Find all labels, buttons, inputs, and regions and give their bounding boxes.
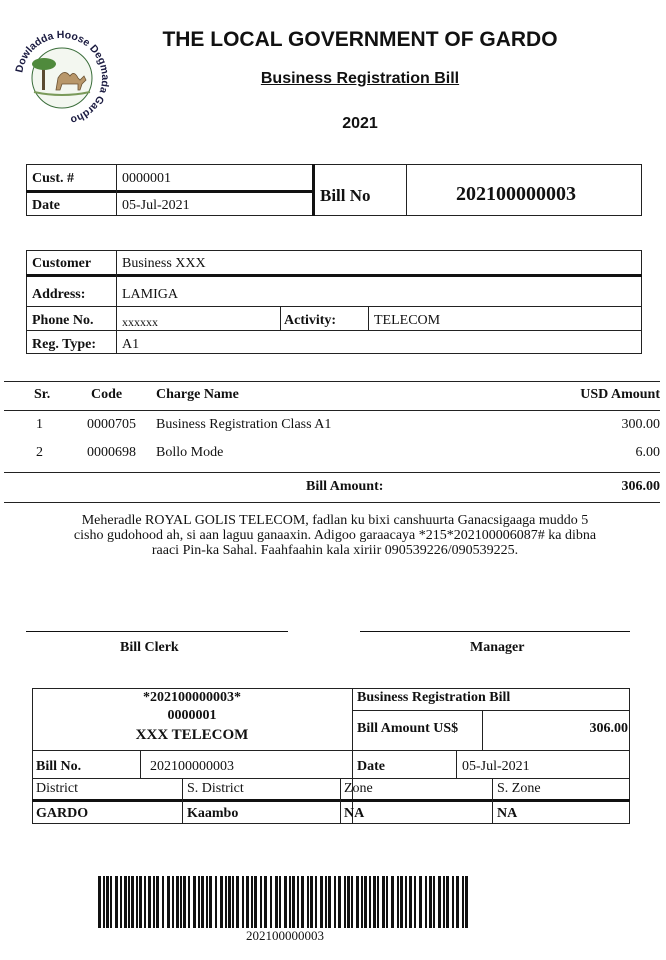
barcode-bar: [120, 876, 122, 928]
stub-date-label: Date: [357, 759, 385, 774]
payment-note-line: raaci Pin-ka Sahal. Faahfaahin kala xiriir 090539226/090539225.: [151, 543, 519, 558]
stub-bill-no-value: 202100000003: [150, 759, 234, 774]
stub-zone-label: Zone: [344, 781, 373, 796]
stub-sdistrict-label: S. District: [187, 781, 244, 796]
barcode-bar: [382, 876, 385, 928]
payment-note-line: cisho gudohood ah, si aan laguu ganaaxin. Adigoo garaacaya *215*202100006087# ka dibna: [73, 528, 597, 543]
barcode-bar: [153, 876, 155, 928]
payment-note-line: Meheradle ROYAL GOLIS TELECOM, fadlan ku bixi canshuurta Ganacsigaaga muddo 5: [81, 513, 589, 528]
stub-company-name: XXX TELECOM: [135, 727, 249, 743]
barcode-bar: [98, 876, 101, 928]
stub-amount-label: Bill Amount US$: [357, 721, 459, 736]
barcode-bar: [110, 876, 112, 928]
barcode-bar: [452, 876, 454, 928]
cust-label: Cust. #: [32, 171, 75, 186]
row-charge-name: Bollo Mode: [156, 445, 224, 460]
stub-szone-label: S. Zone: [497, 781, 541, 796]
barcode-bar: [391, 876, 394, 928]
activity-value: TELECOM: [374, 313, 441, 328]
col-header-sr: Sr.: [34, 387, 51, 402]
stub-date-value: 05-Jul-2021: [462, 759, 530, 774]
manager-signature-line: [360, 631, 630, 632]
customer-name: Business XXX: [122, 256, 206, 271]
col-header-usd-amount: USD Amount: [580, 387, 660, 402]
phone-value: xxxxxx: [122, 315, 158, 329]
clerk-signature-line: [26, 631, 288, 632]
barcode-bar: [320, 876, 323, 928]
barcode-bar: [167, 876, 170, 928]
barcode-bar: [162, 876, 164, 928]
barcode-bar: [438, 876, 441, 928]
date-value: 05-Jul-2021: [122, 198, 190, 213]
barcode-bar: [136, 876, 138, 928]
manager-label: Manager: [470, 640, 525, 655]
barcode-bar: [462, 876, 464, 928]
row-code: 0000705: [87, 417, 136, 432]
barcode-bar: [106, 876, 109, 928]
bill-no-label: Bill No: [320, 186, 371, 205]
barcode-number: 202100000003: [246, 928, 324, 943]
stub-bill-code: *202100000003*: [143, 690, 241, 705]
barcode-bar: [373, 876, 376, 928]
barcode-bar: [397, 876, 399, 928]
barcode-bar: [236, 876, 239, 928]
row-code: 0000698: [87, 445, 136, 460]
barcode-bar: [270, 876, 272, 928]
stub-title: Business Registration Bill: [357, 690, 511, 705]
barcode-bar: [361, 876, 363, 928]
barcode-bar: [260, 876, 262, 928]
barcode-bar: [315, 876, 317, 928]
barcode-bar: [148, 876, 151, 928]
barcode: [96, 876, 474, 928]
barcode-bar: [334, 876, 336, 928]
barcode-bar: [328, 876, 331, 928]
document-year: 2021: [342, 115, 378, 132]
document-subtitle: Business Registration Bill: [260, 70, 460, 87]
stub-sdistrict-value: Kaambo: [187, 806, 239, 821]
row-sr: 1: [36, 417, 43, 432]
address-value: LAMIGA: [122, 287, 178, 302]
barcode-bar: [183, 876, 186, 928]
barcode-bar: [297, 876, 299, 928]
barcode-bar: [228, 876, 231, 928]
barcode-bar: [246, 876, 249, 928]
barcode-bar: [264, 876, 267, 928]
barcode-bar: [124, 876, 127, 928]
stub-zone-value: NA: [344, 806, 365, 821]
barcode-bar: [225, 876, 227, 928]
stub-szone-value: NA: [497, 806, 518, 821]
bill-amount-total: 306.00: [621, 479, 660, 494]
barcode-bar: [325, 876, 327, 928]
barcode-bar: [220, 876, 223, 928]
address-label: Address:: [32, 287, 86, 302]
stub-amount-value: 306.00: [589, 721, 628, 736]
barcode-bar: [400, 876, 403, 928]
customer-label: Customer: [32, 256, 92, 271]
barcode-bar: [193, 876, 196, 928]
barcode-bar: [176, 876, 179, 928]
barcode-bar: [456, 876, 459, 928]
phone-label: Phone No.: [32, 313, 94, 328]
stub-cust-number: 0000001: [167, 708, 217, 723]
barcode-bar: [292, 876, 295, 928]
cust-number: 0000001: [122, 171, 171, 186]
activity-label: Activity:: [284, 313, 337, 328]
col-header-code: Code: [91, 387, 123, 402]
barcode-bar: [215, 876, 217, 928]
barcode-bar: [347, 876, 350, 928]
barcode-bar: [180, 876, 182, 928]
barcode-bar: [443, 876, 445, 928]
row-charge-name: Business Registration Class A1: [156, 417, 332, 432]
barcode-bar: [188, 876, 190, 928]
barcode-bar: [301, 876, 304, 928]
barcode-bar: [414, 876, 416, 928]
date-label: Date: [32, 198, 60, 213]
barcode-bar: [338, 876, 341, 928]
barcode-bar: [156, 876, 159, 928]
bill-clerk-label: Bill Clerk: [120, 640, 179, 655]
barcode-bar: [356, 876, 359, 928]
regtype-label: Reg. Type:: [32, 337, 97, 352]
col-header-charge-name: Charge Name: [156, 387, 239, 402]
barcode-bar: [128, 876, 130, 928]
barcode-bar: [419, 876, 422, 928]
barcode-bar: [377, 876, 379, 928]
bill-no-value: 202100000003: [456, 183, 576, 205]
barcode-bar: [172, 876, 174, 928]
barcode-bar: [409, 876, 412, 928]
barcode-bar: [433, 876, 435, 928]
barcode-bar: [242, 876, 244, 928]
barcode-bar: [206, 876, 208, 928]
barcode-bar: [198, 876, 200, 928]
barcode-bar: [131, 876, 134, 928]
barcode-bar: [289, 876, 291, 928]
barcode-bar: [201, 876, 204, 928]
barcode-bar: [284, 876, 287, 928]
barcode-bar: [386, 876, 388, 928]
barcode-bar: [279, 876, 281, 928]
barcode-bar: [364, 876, 367, 928]
row-amount: 300.00: [621, 417, 660, 432]
barcode-bar: [209, 876, 212, 928]
stub-district-value: GARDO: [36, 806, 89, 821]
row-sr: 2: [36, 445, 43, 460]
document-title: THE LOCAL GOVERNMENT OF GARDO: [162, 28, 558, 51]
logo-text: Dowladda Hoose Degmada Gardho: [13, 28, 112, 126]
barcode-bar: [310, 876, 313, 928]
barcode-bar: [405, 876, 407, 928]
barcode-bar: [144, 876, 146, 928]
barcode-bar: [344, 876, 346, 928]
bill-amount-label: Bill Amount:: [306, 479, 384, 494]
barcode-bar: [251, 876, 253, 928]
barcode-bar: [446, 876, 449, 928]
barcode-bar: [351, 876, 353, 928]
stub-bill-no-label: Bill No.: [36, 759, 82, 774]
barcode-bar: [425, 876, 427, 928]
barcode-bar: [103, 876, 105, 928]
barcode-bar: [115, 876, 118, 928]
regtype-value: A1: [122, 337, 140, 352]
barcode-bar: [465, 876, 468, 928]
barcode-bar: [232, 876, 234, 928]
payment-note: [20, 513, 650, 558]
barcode-bar: [429, 876, 432, 928]
barcode-bar: [307, 876, 309, 928]
stub-district-label: District: [36, 781, 78, 796]
barcode-bar: [139, 876, 142, 928]
barcode-bar: [275, 876, 278, 928]
barcode-bar: [254, 876, 257, 928]
barcode-bar: [369, 876, 371, 928]
row-amount: 6.00: [635, 445, 660, 460]
